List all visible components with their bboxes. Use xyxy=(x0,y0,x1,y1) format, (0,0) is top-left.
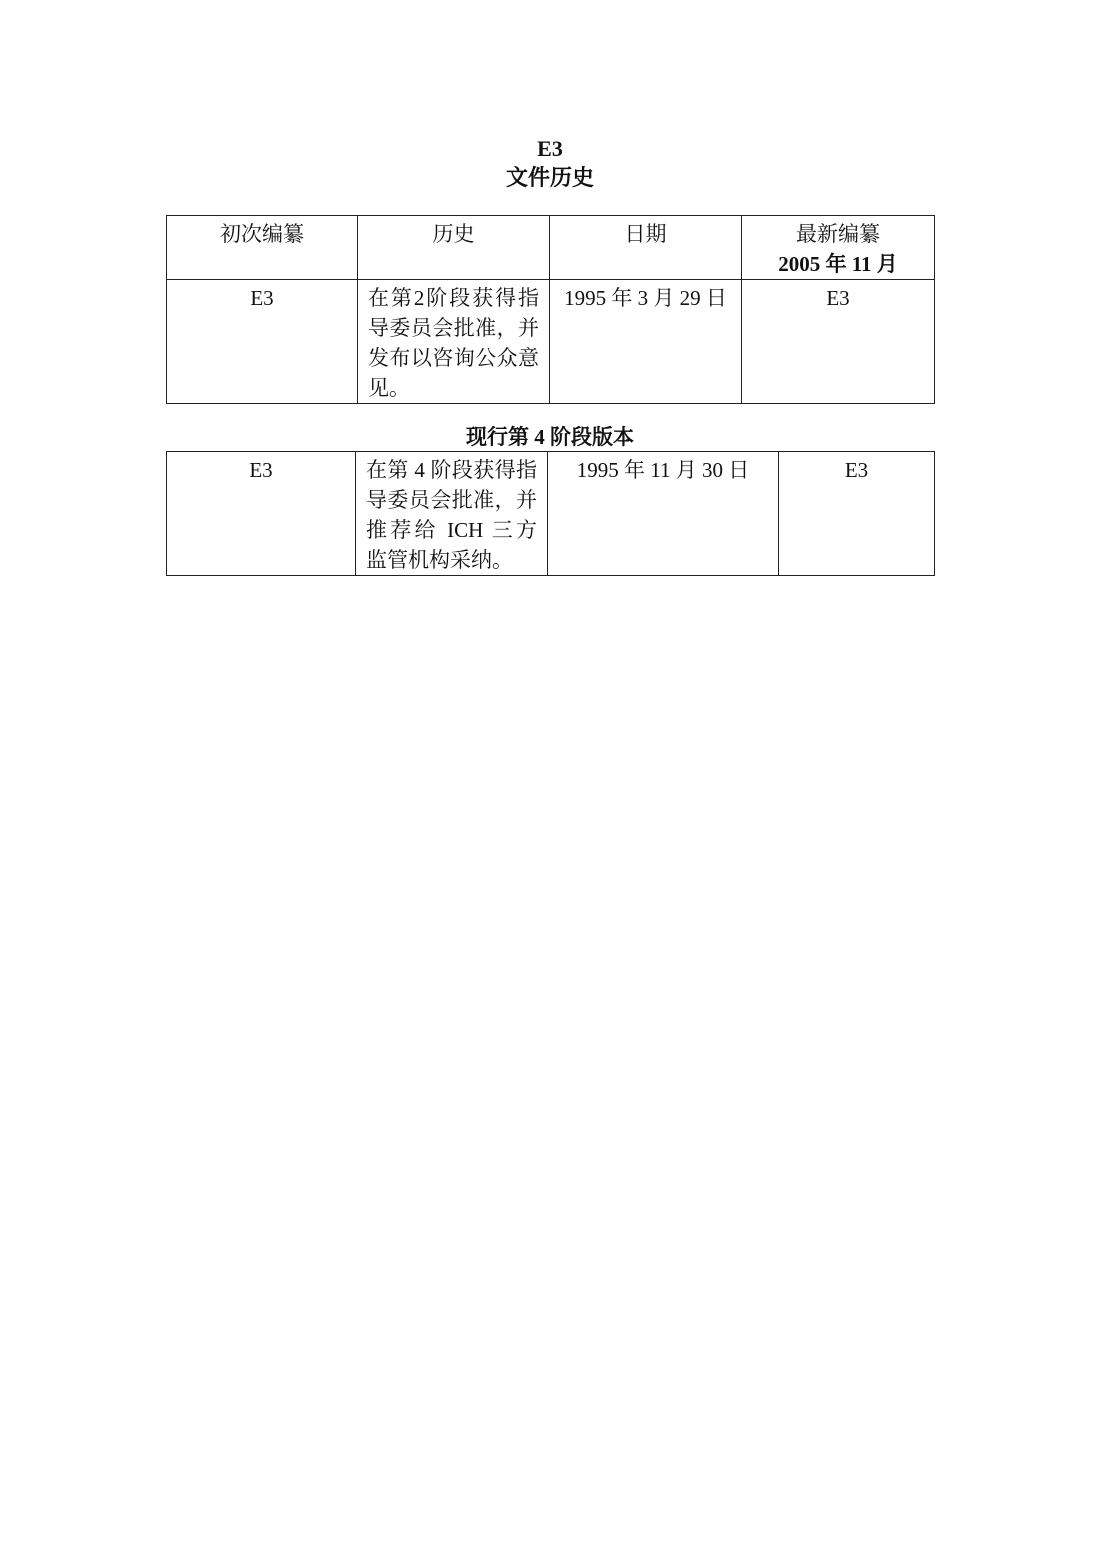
current-version-title: 现行第 4 阶段版本 xyxy=(466,425,634,449)
cell-history: 在第 4 阶段获得指导委员会批准，并推荐给 ICH 三方监管机构采纳。 xyxy=(356,452,548,576)
header-history: 历史 xyxy=(358,216,550,280)
header-new-codification xyxy=(742,216,935,280)
table-row xyxy=(167,280,935,404)
header-date: 日期 xyxy=(550,216,742,280)
cell-new-codification: E3 xyxy=(742,280,935,404)
current-version-table xyxy=(166,451,935,576)
header-new-codification-label: 最新编纂 xyxy=(796,222,880,246)
cell-date: 1995 年 3 月 29 日 xyxy=(550,280,742,404)
document-title: 文件历史 xyxy=(505,165,594,190)
document-code: E3 xyxy=(537,136,563,161)
history-table-header-row xyxy=(167,216,935,280)
header-initial-codification: 初次编纂 xyxy=(167,216,358,280)
cell-history: 在第2阶段获得指导委员会批准，并发布以咨询公众意见。 xyxy=(358,280,550,404)
table-row xyxy=(167,452,935,576)
header-new-codification-date: 2005 年 11 月 xyxy=(778,252,898,276)
cell-new-codification: E3 xyxy=(779,452,935,576)
cell-date: 1995 年 11 月 30 日 xyxy=(548,452,779,576)
cell-initial-codification: E3 xyxy=(167,452,356,576)
cell-initial-codification: E3 xyxy=(167,280,358,404)
history-table xyxy=(166,215,935,404)
